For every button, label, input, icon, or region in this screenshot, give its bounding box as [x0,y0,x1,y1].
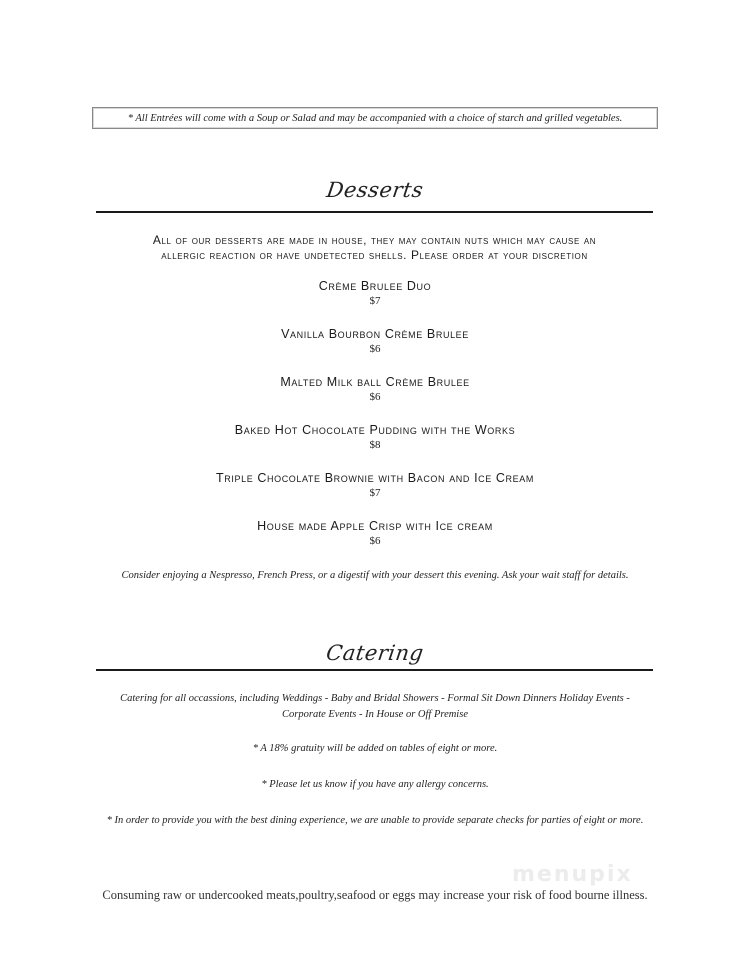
food-safety-warning: Consuming raw or undercooked meats,poultry,seafood or eggs may increase your risk of food bourne illness. [102,888,648,902]
dessert-name: Triple Chocolate Brownie with Bacon and Ice Cream [216,471,534,485]
dessert-item [0,470,750,500]
dessert-item [0,518,750,548]
dessert-item [0,326,750,356]
dessert-price: $6 [369,343,381,355]
catering-divider [96,669,653,671]
desserts-intro-line-2: allergic reaction or have undetected shells. Please order at your discretion [161,248,588,262]
entree-note: * All Entrées will come with a Soup or Salad and may be accompanied with a choice of starch and grilled vegetables. [127,112,623,124]
gratuity-note: * A 18% gratuity will be added on tables of eight or more. [252,743,498,754]
dessert-name: Malted Milk ball Crème Brulee [280,375,470,389]
dessert-name: House made Apple Crisp with Ice cream [257,519,493,533]
dessert-list [0,278,750,560]
dessert-item [0,374,750,404]
dessert-closing-note: Consider enjoying a Nespresso, French Press, or a digestif with your dessert this evening. Ask your wait staff for details. [121,570,629,581]
dessert-item [0,422,750,452]
entree-note-box [92,107,658,129]
dessert-price: $6 [369,535,381,547]
desserts-intro [96,233,653,263]
separate-checks-note: * In order to provide you with the best dining experience, we are unable to provide separate checks for parties of eight or more. [106,815,644,826]
desserts-heading: Desserts [325,178,425,202]
desserts-divider [96,211,653,213]
dessert-price: $6 [369,391,381,403]
catering-line-2: Corporate Events - In House or Off Premise [282,709,468,720]
menupix-watermark: menupix [512,862,633,887]
catering-description [40,691,710,723]
dessert-price: $7 [369,295,381,307]
desserts-intro-line-1: All of our desserts are made in house, they may contain nuts which may cause an [152,233,597,247]
dessert-name: Vanilla Bourbon Crème Brulee [281,327,469,341]
catering-heading: Catering [324,641,426,665]
allergy-note: * Please let us know if you have any allergy concerns. [261,779,489,790]
catering-line-1: Catering for all occassions, including Weddings - Baby and Bridal Showers - Formal Sit Down Dinners Holiday Events - [120,693,630,704]
dessert-item [0,278,750,308]
dessert-name: Crème Brulee Duo [318,279,432,293]
dessert-name: Baked Hot Chocolate Pudding with the Works [234,423,516,437]
dessert-price: $8 [369,439,381,451]
dessert-price: $7 [369,487,381,499]
